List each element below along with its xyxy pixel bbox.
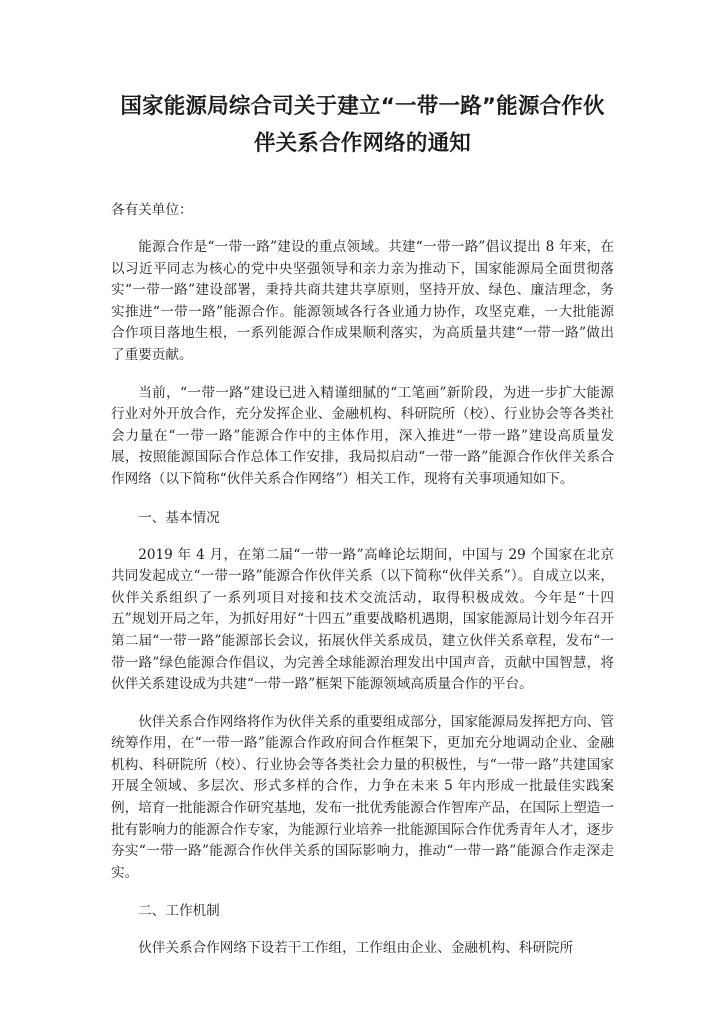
document-title [111, 88, 614, 162]
salutation: 各有关单位： [111, 202, 193, 218]
section-heading-basic-situation: 一、基本情况 [138, 509, 220, 526]
section2-paragraph-1: 伙伴关系合作网络下设若干工作组，工作组由企业、金融机构、科研院所 [138, 940, 574, 957]
intro-paragraph-1: 能源合作是“一带一路”建设的重点领域。共建“一带一路”倡议提出 8 年来，在以习近平同志为核心的党中央坚强领导和亲力亲为推动下，国家能源局全面贯彻落实“一带一路”建设部署，秉持共商共建共享原则，坚持开放、绿色、廉洁理念，务实推进“一带一路”能源合作。能源领域各行各业通力协作，攻坚克难，一大批能源合作项目落地生根，一系列能源合作成果顺利落实，为高质量共建“一带一路”做出了重要贡献。 [111, 239, 614, 363]
section1-paragraph-2: 伙伴关系合作网络将作为伙伴关系的重要组成部分，国家能源局发挥把方向、管统筹作用，在“一带一路”能源合作政府间合作框架下，更加充分地调动企业、金融机构、科研院所（校）、行业协会等各类社会力量的积极性，与“一带一路”共建国家开展全领域、多层次、形式多样的合作，力争在未来 5 年内形成一批最佳实践案例，培育一批能源合作研究基地，发布一批优秀能源合作智库产品，在国际上塑造一批有影响力的能源合作专家，为能源行业培养一批能源国际合作优秀青年人才，逐步夯实“一带一路”能源合作伙伴关系的国际影响力，推动“一带一路”能源合作走深走实。 [111, 713, 614, 881]
section1-paragraph-1: 2019 年 4 月，在第二届“一带一路”高峰论坛期间，中国与 29 个国家在北京共同发起成立“一带一路”能源合作伙伴关系（以下简称“伙伴关系”）。自成立以来，伙伴关系组织了一系列项目对接和技术交流活动，取得积极成效。今年是“十四五”规划开局之年，为抓好用好“十四五”重要战略机遇期，国家能源局计划今年召开第二届“一带一路”能源部长会议，拓展伙伴关系成员，建立伙伴关系章程，发布“一带一路”绿色能源合作倡议，为完善全球能源治理发出中国声音，贡献中国智慧，将伙伴关系建设成为共建“一带一路”框架下能源领域高质量合作的平台。 [111, 546, 614, 693]
title-line-2: 伴关系合作网络的通知 [253, 131, 471, 156]
section-heading-work-mechanism: 二、工作机制 [138, 903, 220, 920]
title-line-1: 国家能源局综合司关于建立“一带一路”能源合作伙 [120, 94, 605, 119]
intro-paragraph-2: 当前，“一带一路”建设已进入精谨细腻的“工笔画”新阶段，为进一步扩大能源行业对外开放合作，充分发挥企业、金融机构、科研院所（校）、行业协会等各类社会力量在“一带一路”能源合作中的主体作用，深入推进“一带一路”建设高质量发展，按照能源国际合作总体工作安排，我局拟启动“一带一路”能源合作伙伴关系合作网络（以下简称“伙伴关系合作网络”）相关工作，现将有关事项通知如下。 [111, 384, 614, 487]
document-page [111, 88, 614, 976]
